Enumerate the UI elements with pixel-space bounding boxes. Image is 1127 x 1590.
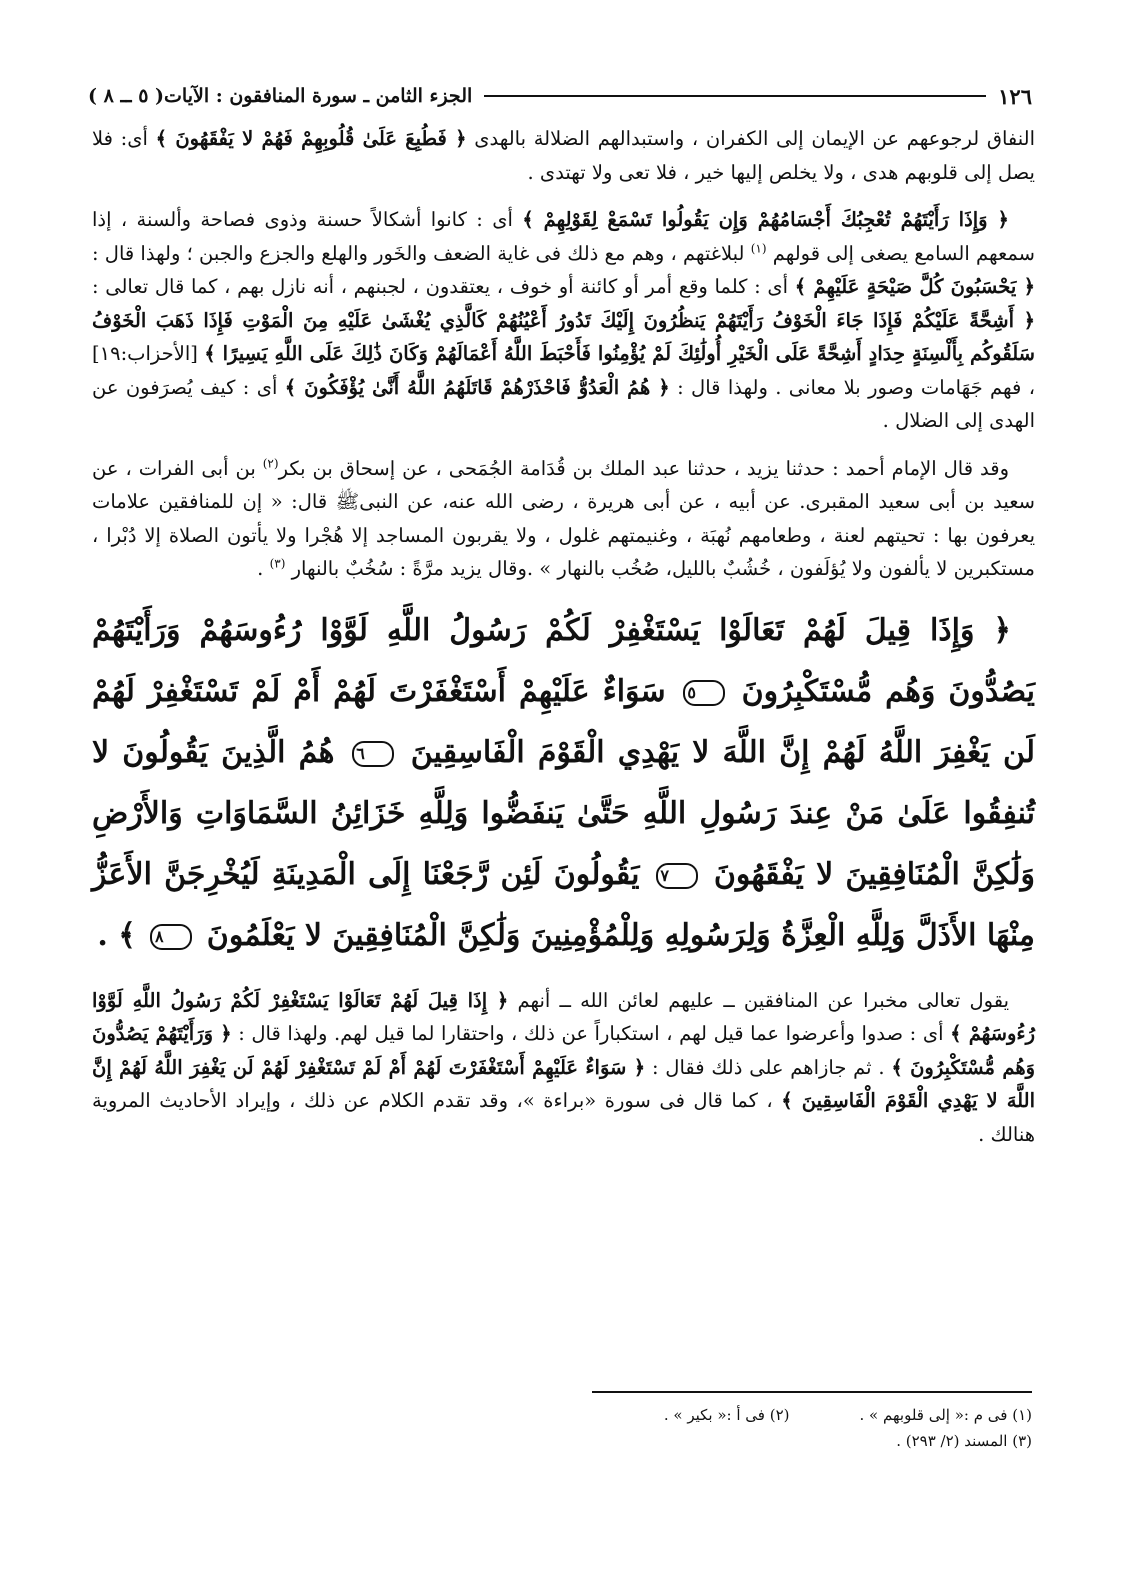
text: يقول تعالى مخبرا عن المنافقين ــ عليهم لعائن الله ــ أنهم xyxy=(517,988,1010,1012)
running-title: الجزء الثامن ـ سورة المنافقون : الآيات( ٥ ــ ٨ ) xyxy=(88,85,473,107)
quran-quote: ﴿ إِذَا قِيلَ لَهُمْ تَعَالَوْا يَسْتَغْفِرْ لَكُمْ رَسُولُ اللَّهِ لَوَّوْا رُءُوسَهُمْ ﴾ xyxy=(92,988,1036,1045)
quran-quote: ﴿ سَوَاءٌ عَلَيْهِمْ أَسْتَغْفَرْتَ لَهُمْ أَمْ لَمْ تَسْتَغْفِرْ لَهُمْ لَن يَغْفِرَ اللَّهُ لَهُمْ إِنَّ اللَّهَ لا يَهْدِي الْقَوْمَ الْفَاسِقِينَ ﴾ xyxy=(92,1055,1035,1112)
quran-quote: ﴿ يَحْسَبُونَ كُلَّ صَيْحَةٍ عَلَيْهِمْ ﴾ xyxy=(794,275,1035,298)
quran-verses-block xyxy=(92,600,1035,966)
footnotes xyxy=(472,1402,1032,1454)
footnote-2: (٢) فى أ :« بكير » . xyxy=(663,1406,790,1424)
quran-quote: ﴿ أَشِحَّةً عَلَيْكُمْ فَإِذَا جَاءَ الْخَوْفُ رَأَيْتَهُمْ يَنظُرُونَ إِلَيْكَ تَدُورُ أَعْيُنُهُمْ كَالَّذِي يُغْشَىٰ عَلَيْهِ مِنَ الْمَوْتِ فَإِذَا ذَهَبَ الْخَوْفُ سَلَقُوكُم بِأَلْسِنَةٍ حِدَادٍ أَشِحَّةً عَلَى الْخَيْرِ أُولَٰئِكَ لَمْ يُؤْمِنُوا فَأَحْبَطَ اللَّهُ أَعْمَالَهُمْ وَكَانَ ذَٰلِكَ عَلَى اللَّهِ يَسِيرًا ﴾ xyxy=(92,308,1036,365)
text: وقد قال الإمام أحمد : حدثنا يزيد ، حدثنا عبد الملك بن قُدَامة الجُمَحى ، عن إسحاق بن بكر xyxy=(278,456,1009,480)
text: [الأحزاب:١٩] ، فهم جَهَامات وصور بلا معانى . ولهذا قال : xyxy=(92,342,1035,399)
quran-quote: ﴿ وَإِذَا رَأَيْتَهُمْ تُعْجِبُكَ أَجْسَامُهُمْ وَإِن يَقُولُوا تَسْمَعْ لِقَوْلِهِمْ ﴾ xyxy=(522,208,1009,231)
footnote-marker-1: (١) xyxy=(750,241,767,255)
verse-number-7: ٧ xyxy=(656,863,698,889)
verse-7: هُمُ الَّذِينَ يَقُولُونَ لا تُنفِقُوا عَلَىٰ مَنْ عِندَ رَسُولِ اللَّهِ حَتَّىٰ يَنفَضُّوا وَلِلَّهِ خَزَائِنُ السَّمَاوَاتِ وَالأَرْضِ وَلَٰكِنَّ الْمُنَافِقِينَ لا يَفْقَهُونَ xyxy=(92,734,1035,892)
text: لبلاغتهم ، وهم مع ذلك فى غاية الضعف والخَور والهلع والجزع والجبن ؛ ولهذا قال : xyxy=(92,241,745,265)
text: . xyxy=(257,557,264,580)
verses-closing: ﴾ . xyxy=(97,917,136,953)
verse-8: يَقُولُونَ لَئِن رَّجَعْنَا إِلَى الْمَدِينَةِ لَيُخْرِجَنَّ الأَعَزُّ مِنْهَا الأَذَلَّ وَلِلَّهِ الْعِزَّةُ وَلِرَسُولِهِ وَلِلْمُؤْمِنِينَ وَلَٰكِنَّ الْمُنَافِقِينَ لا يَعْلَمُونَ xyxy=(92,856,1035,953)
footnote-1: (١) فى م :« إلى قلوبهم » . xyxy=(859,1406,1032,1424)
paragraph-1 xyxy=(92,122,1035,189)
verse-6: سَوَاءٌ عَلَيْهِمْ أَسْتَغْفَرْتَ لَهُمْ أَمْ لَمْ تَسْتَغْفِرْ لَهُمْ لَن يَغْفِرَ اللَّهُ لَهُمْ إِنَّ اللَّهَ لا يَهْدِي الْقَوْمَ الْفَاسِقِينَ xyxy=(92,673,1035,770)
quran-quote: ﴿ وَرَأَيْتَهُمْ يَصُدُّونَ وَهُم مُّسْتَكْبِرُونَ ﴾ xyxy=(92,1022,1036,1079)
footnote-3: (٣) المسند (٢/ ٢٩٣) . xyxy=(896,1432,1032,1450)
footnote-rule xyxy=(592,1391,1032,1393)
verse-number-5: ٥ xyxy=(683,680,725,706)
verse-number-6: ٦ xyxy=(352,741,394,767)
paragraph-2 xyxy=(92,203,1035,438)
text: . ثم جازاهم على ذلك فقال : xyxy=(651,1055,885,1079)
footnote-row xyxy=(472,1402,1032,1428)
text: بن أبى الفرات ، عن سعيد بن أبى سعيد المقبرى. عن أبيه ، عن أبى هريرة ، رضى الله عنه، عن النبىﷺ قال: « إن للمنافقين علامات يعرفون بها : تحيتهم لعنة ، وطعامهم نُهبَة ، وغنيمتهم غلول ، ولا يقربون المساجد إلا هُجْرا ولا يأتون الصلاة إلا دُبْرا ، مستكبرين لا يألفون ولا يُؤلَفون ، خُشُبٌ بالليل، صُخُب بالنهار » .وقال يزيد مرَّةً : سُخُبٌ بالنهار xyxy=(92,456,1035,580)
paragraph-4 xyxy=(92,984,1035,1152)
text: أى : كلما وقع أمر أو كائنة أو خوف ، يعتقدون ، لجبنهم ، أنه نازل بهم ، كما قال تعالى : xyxy=(92,275,789,298)
paragraph-3 xyxy=(92,452,1035,586)
page-body xyxy=(92,122,1035,1165)
page-header xyxy=(88,78,1032,114)
page-number: ١٢٦ xyxy=(998,83,1032,109)
footnote-marker-2: (٢) xyxy=(262,456,279,470)
text: أى : كانوا أشكالاً حسنة وذوى فصاحة وألسنة ، إذا سمعهم السامع يصغى إلى قولهم xyxy=(92,208,1035,265)
quran-quote: ﴿ فَطُبِعَ عَلَىٰ قُلُوبِهِمْ فَهُمْ لا يَفْقَهُونَ ﴾ xyxy=(155,127,467,150)
verse-number-8: ٨ xyxy=(150,924,192,950)
verse-5: ﴿ وَإِذَا قِيلَ لَهُمْ تَعَالَوْا يَسْتَغْفِرْ لَكُمْ رَسُولُ اللَّهِ لَوَّوْا رُءُوسَهُمْ وَرَأَيْتَهُمْ يَصُدُّونَ وَهُم مُّسْتَكْبِرُونَ xyxy=(92,612,1036,709)
header-rule xyxy=(484,95,986,97)
text: ، كما قال فى سورة «براءة »، وقد تقدم الكلام عن ذلك ، وإيراد الأحاديث المروية هنالك . xyxy=(92,1089,1035,1146)
text: أى : كيف يُصرَفون عن الهدى إلى الضلال . xyxy=(92,375,1035,432)
footnote-marker-3: (٣) xyxy=(269,556,286,571)
text: النفاق لرجوعهم عن الإيمان إلى الكفران ، واستبدالهم الضلالة بالهدى xyxy=(474,127,1036,150)
text: أى: فلا يصل إلى قلوبهم هدى ، ولا يخلص إليها خير ، فلا تعى ولا تهتدى . xyxy=(92,127,1035,184)
text: أى : صدوا وأعرضوا عما قيل لهم ، استكباراً عن ذلك ، واحتقارا لما قيل لهم. ولهذا قال : xyxy=(238,1022,944,1045)
quran-quote: ﴿ هُمُ الْعَدُوُّ فَاحْذَرْهُمْ قَاتَلَهُمُ اللَّهُ أَنَّىٰ يُؤْفَكُونَ ﴾ xyxy=(284,375,670,399)
